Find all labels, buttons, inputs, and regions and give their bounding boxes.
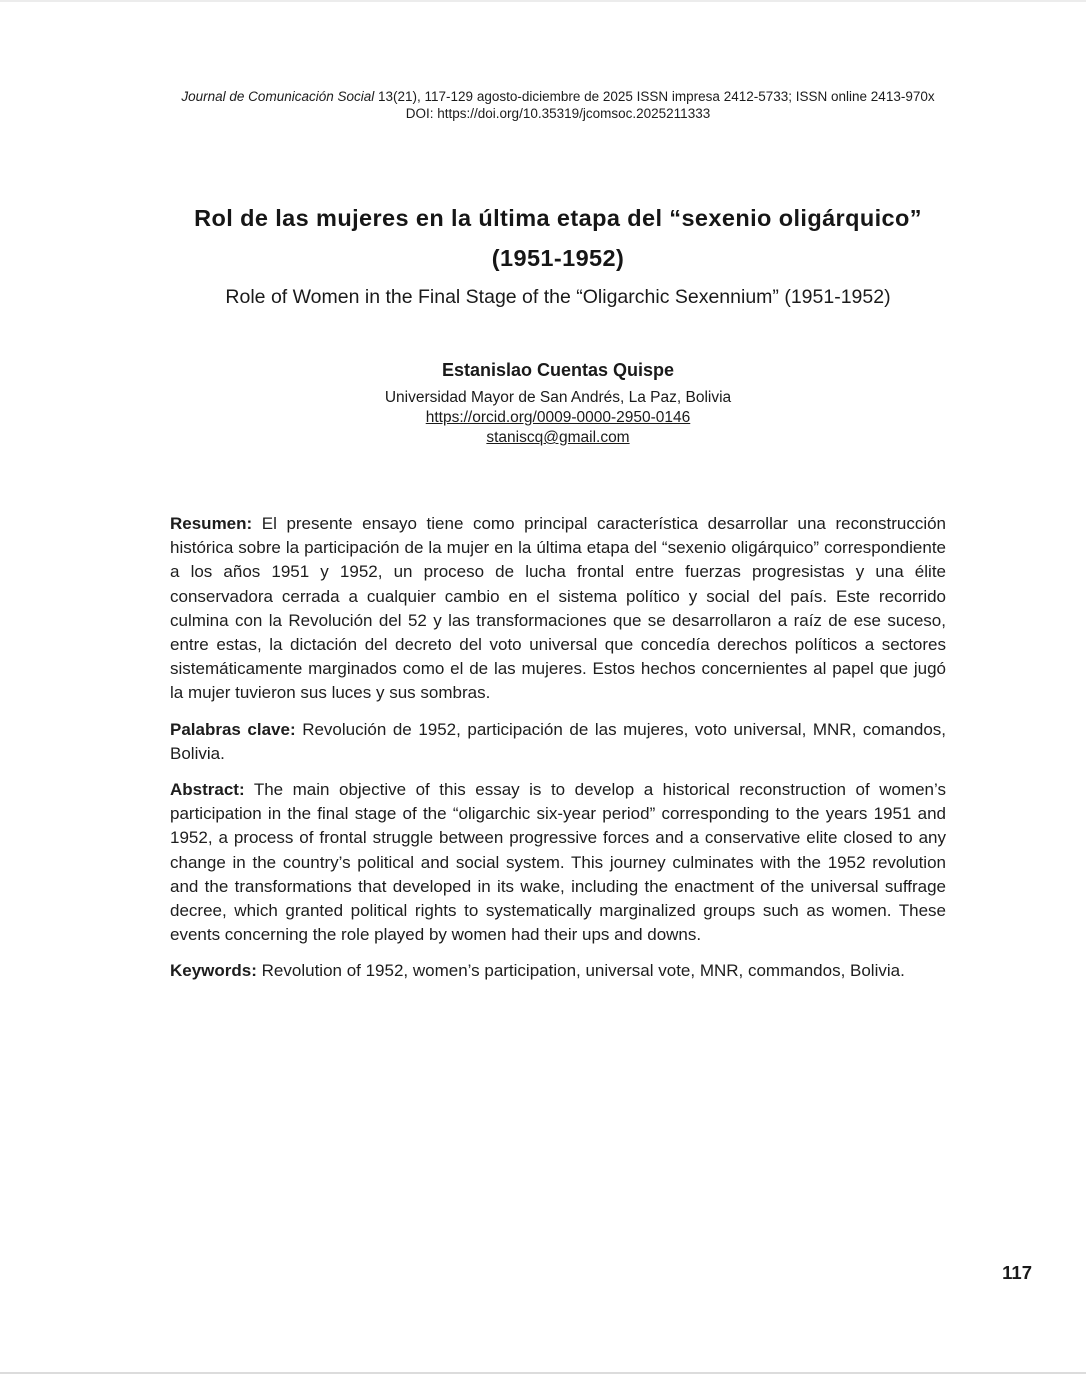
abstract-spanish-text: El presente ensayo tiene como principal característica desarrollar una reconstrucción histórica sobre la participación de la mujer en la última etapa del “sexenio oligárquico” correspondiente a los años 1951 y 1952, un proceso de lucha frontal entre fuerzas progresistas y una élite conservadora cerrada a cualquier cambio en el sistema político y social del país. Este recorrido culmina con la Revolución del 52 y las transformaciones que se desarrollaron a raíz de ese suceso, entre estas, la dictación del decreto del voto universal que concedía derechos políticos a sectores sistemáticamente marginados como el de las mujeres. Estos hechos concernientes al papel que jugó la mujer tuvieron sus luces y sus sombras. (170, 514, 946, 703)
doi-line: DOI: https://doi.org/10.35319/jcomsoc.2025211333 (405, 106, 711, 121)
keywords-english-label: Keywords: (170, 961, 257, 981)
article-title-spanish-line2: (1951-1952) (491, 245, 625, 271)
orcid-link[interactable]: https://orcid.org/0009-0000-2950-0146 (425, 409, 691, 426)
keywords-spanish-label: Palabras clave: (170, 719, 296, 739)
journal-header (170, 2, 946, 122)
journal-issue-info: 13(21), 117-129 agosto-diciembre de 2025 ISSN impresa 2412-5733; ISSN online 2413-970x (374, 89, 935, 104)
page-number: 117 (1002, 1262, 1032, 1283)
abstract-english-label: Abstract: (170, 780, 245, 800)
article-title-spanish-line1: Rol de las mujeres en la última etapa del “sexenio oligárquico” (194, 205, 922, 231)
author-name: Estanislao Cuentas Quispe (441, 360, 675, 380)
abstract-spanish (170, 512, 946, 706)
article-content (170, 2, 946, 984)
keywords-spanish (170, 718, 946, 766)
abstract-english (170, 778, 946, 947)
orcid-row (170, 408, 946, 428)
keywords-english-text: Revolution of 1952, women’s participation, universal vote, MNR, commandos, Bolivia. (261, 961, 905, 981)
article-title-spanish (170, 198, 946, 278)
author-affiliation: Universidad Mayor de San Andrés, La Paz, Bolivia (384, 389, 732, 406)
journal-title: Journal de Comunicación Social (181, 89, 375, 104)
email-link[interactable]: staniscq@gmail.com (486, 429, 630, 446)
article-title-english: Role of Women in the Final Stage of the “Oligarchic Sexennium” (1951-1952) (225, 286, 891, 308)
abstract-english-text: The main objective of this essay is to develop a historical reconstruction of women’s participation in the final stage of the “oligarchic six-year period” corresponding to the years 1951 and 1952, a process of frontal struggle between progressive forces and a conservative elite closed to any change in the country’s political and social system. This journey culminates with the 1952 revolution and the transformations that developed in its wake, including the enactment of the universal suffrage decree, which granted political rights to systematically marginalized groups such as women. These events concerning the role played by women had their ups and downs. (170, 780, 946, 945)
keywords-spanish-text: Revolución de 1952, participación de las mujeres, voto universal, MNR, comandos, Bolivia. (170, 719, 946, 763)
journal-citation-line (170, 88, 946, 105)
abstract-spanish-label: Resumen: (170, 514, 253, 533)
keywords-english (170, 959, 946, 983)
email-row (170, 428, 946, 448)
